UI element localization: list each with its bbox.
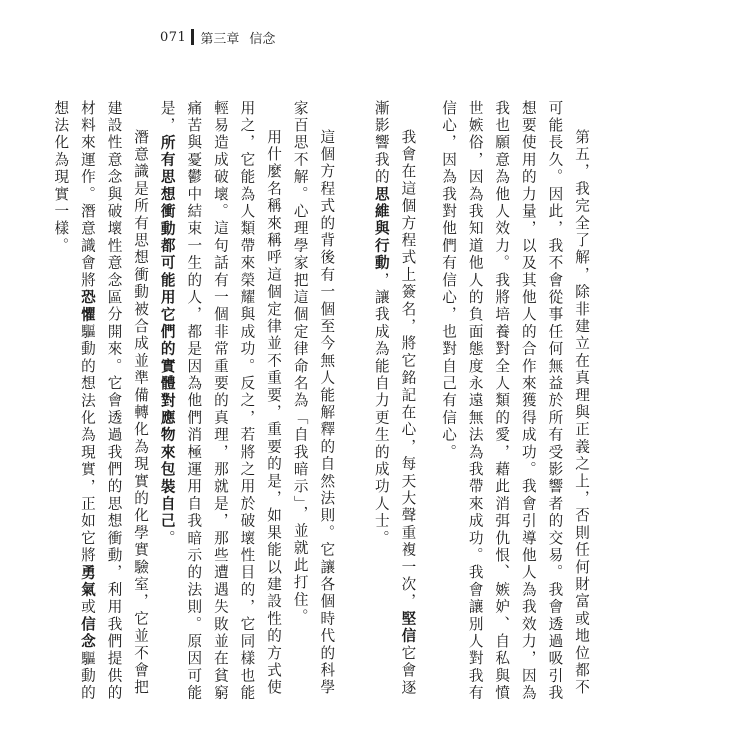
text-run: 驅動的想法化為現實一樣。	[52, 100, 96, 703]
text-run: 或	[78, 598, 96, 617]
bold-run: 思維與行動	[372, 186, 390, 272]
bold-run: 所有思想衝動都可能用它們的實體對應物來包裝自己	[158, 134, 176, 531]
paragraph	[153, 100, 286, 710]
header-divider	[191, 29, 194, 45]
page-number: 071	[160, 29, 187, 45]
bold-run: 信念	[78, 616, 96, 651]
running-header	[160, 27, 275, 47]
chapter-title: 信念	[249, 31, 276, 47]
text-run: 。	[158, 530, 176, 548]
text-run: 我會在這個方程式上簽名，將它銘記在心，每天大聲重複一次，	[399, 129, 417, 611]
text-run: 用什麼名稱來稱呼這個定律並不重要，重要的是，如果能以建設性的方式使用之，它能為人類帶來榮耀與成功。反之，若將之用於破壞性目的，它同樣也能輕易造成破壞。這句話有一個非常重要的真理，那就是，那些遭遇失敗並在貧窮痛苦與憂鬱中結束一生的人，都是因為他們消極運用自我暗示的法則。原因可能是，	[158, 100, 283, 702]
text-run: 這個方程式的背後有一個至今無人能解釋的自然法則。它讓各個時代的科學家百思不解。心理學家把這個定律命名為「自我暗示」，並就此打住。	[291, 100, 336, 697]
chapter-label: 第三章	[200, 31, 240, 47]
paragraph	[286, 100, 339, 710]
paragraph	[367, 100, 420, 710]
bold-run: 恐懼	[78, 289, 96, 324]
body-text	[52, 100, 594, 710]
bold-run: 勇氣	[78, 564, 96, 599]
bold-run: 堅信	[399, 610, 417, 646]
text-run: 驅動的想法化為現實，正如它將	[78, 323, 96, 565]
text-run: 它會逐漸影響我的	[372, 100, 417, 697]
paragraph	[47, 100, 153, 710]
text-run: 第五，我完全了解，除非建立在真理與正義之上，否則任何財富或地位都不可能長久。因此，我不會從事任何無益於所有受影響者的交易。我會透過吸引我想要使用的力量，以及其他人的合作來獲得成功。我會引導他人為我效力，因為我也願意為他人效力。我將培養對全人類的愛，藉此消弭仇恨、嫉妒、自私與憤世嫉俗，因為我知道他人的負面態度永遠無法為我帶來成功。我會讓別人對我有信心，因為我對他們有信心，也對自己有信心。	[440, 100, 590, 702]
text-run: 潛意識是所有思想衝動被合成並準備轉化為現實的化學實驗室，它並不會把建設性意念與破壞性意念區分開來。它會透過我們的思想衝動，利用我們提供的材料來運作。潛意識會將	[78, 100, 150, 702]
paragraph	[434, 100, 594, 710]
text-run: ，讓我成為能自力更生的成功人士。	[372, 272, 390, 548]
